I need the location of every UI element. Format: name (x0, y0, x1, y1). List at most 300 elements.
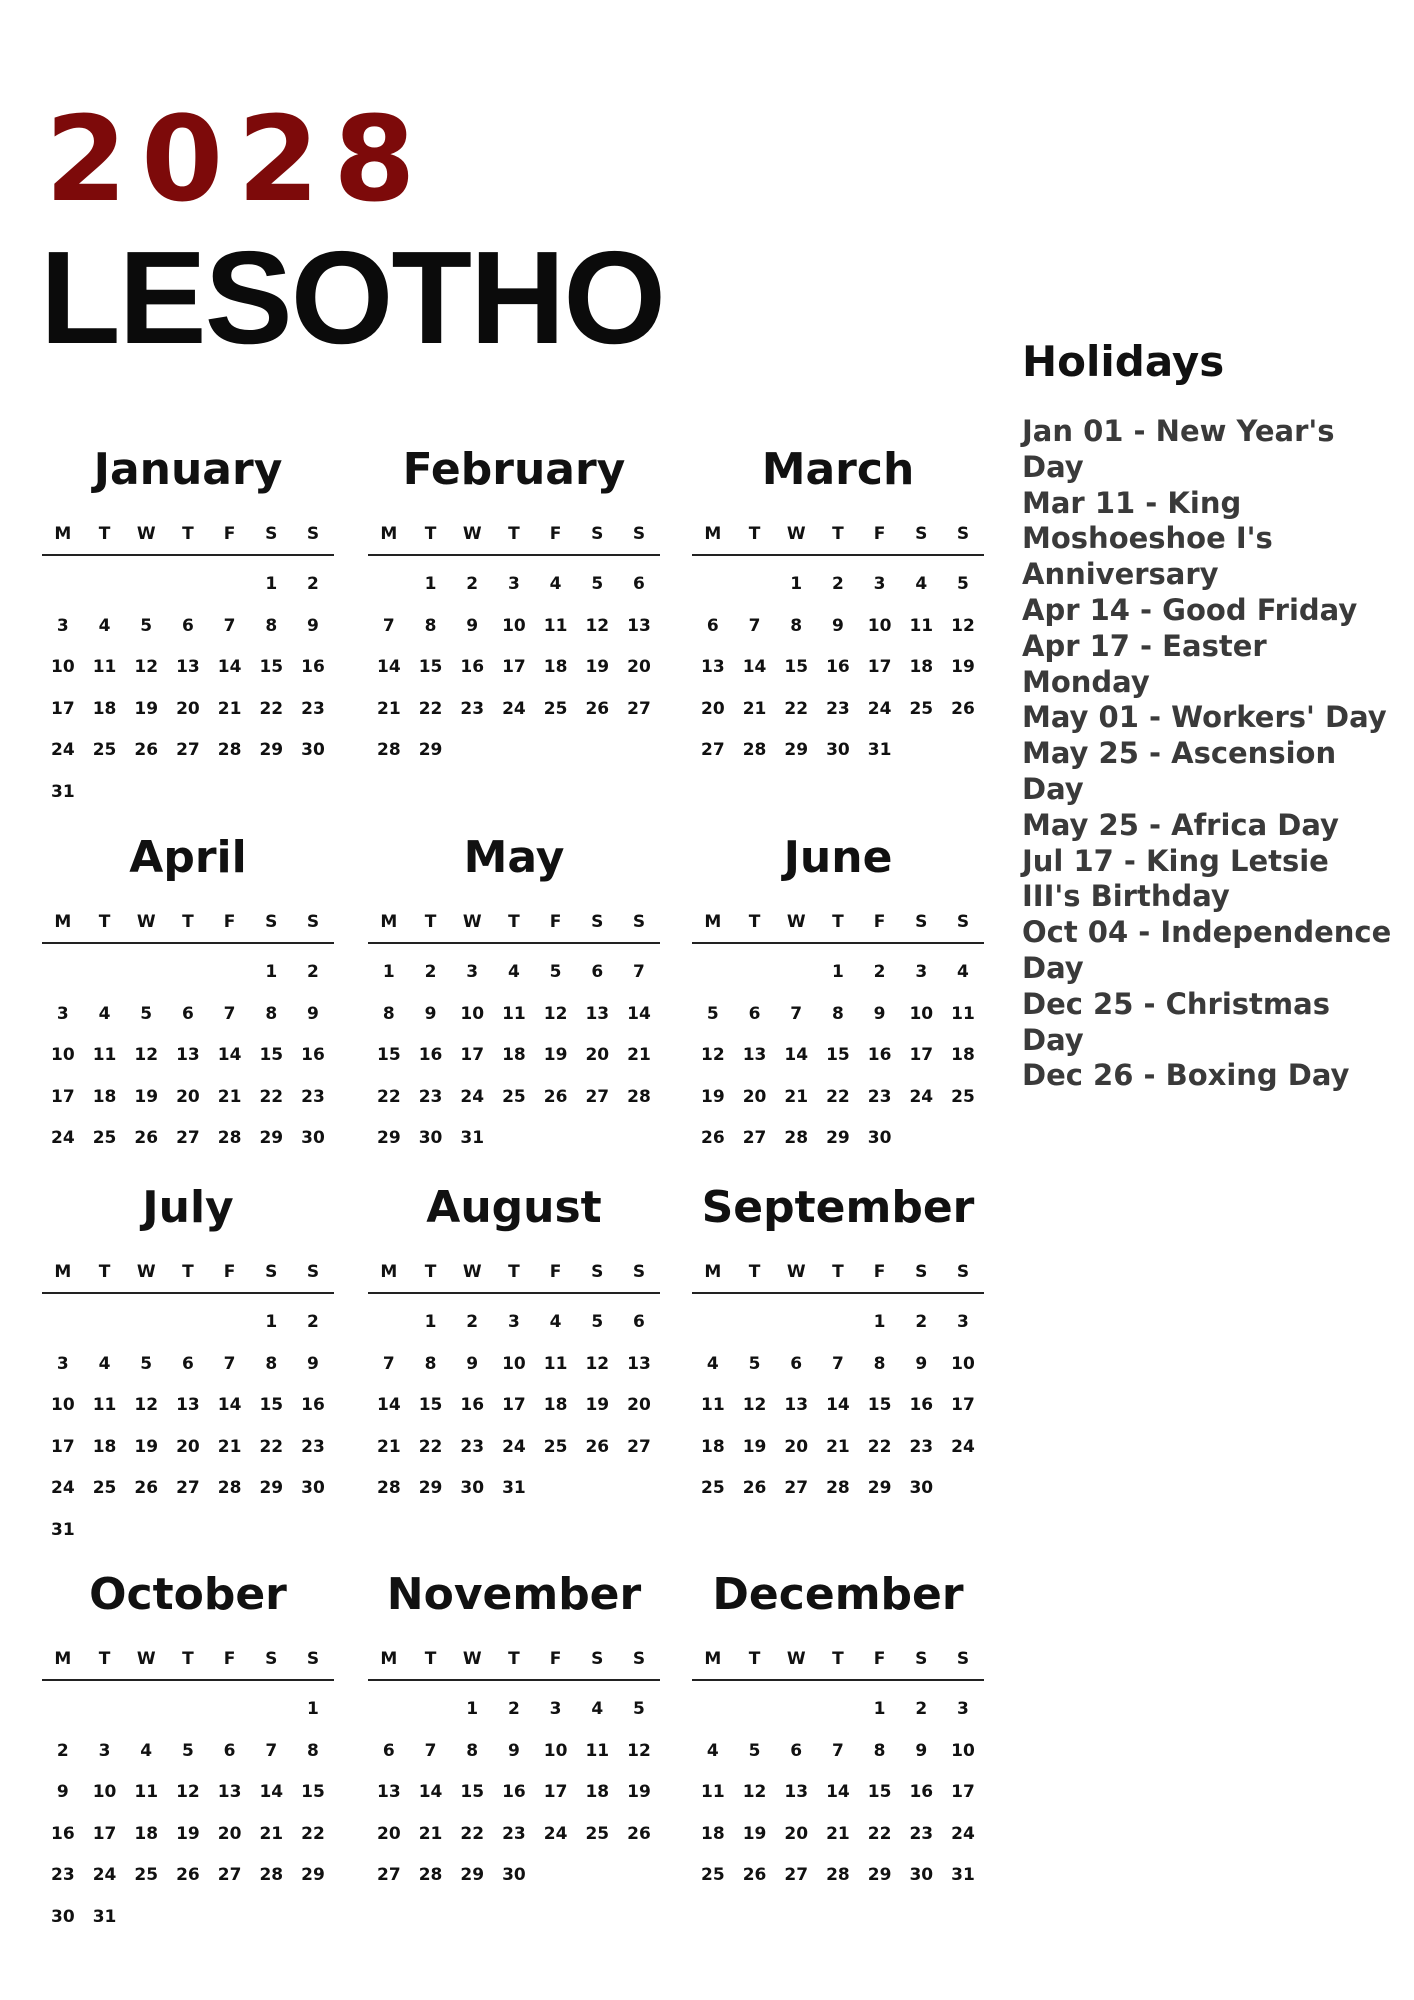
day-cell: 19 (176, 1823, 200, 1844)
weekday-header (692, 1649, 984, 1681)
day-cell: 21 (217, 698, 242, 719)
day-cell: 25 (701, 1865, 725, 1885)
day-cell: 27 (176, 1478, 200, 1498)
day-cell: 19 (543, 1045, 568, 1065)
day-cell: 26 (742, 1865, 767, 1885)
weekday-label: W (136, 1649, 156, 1669)
empty-day-cell (775, 952, 817, 994)
day-cell: 8 (466, 1740, 479, 1761)
empty-day-cell (167, 1689, 209, 1731)
day-grid (368, 1689, 660, 1897)
day-cell: 9 (873, 1003, 886, 1024)
day-cell: 20 (784, 1823, 809, 1844)
day-cell: 14 (826, 1782, 850, 1802)
day-cell: 11 (92, 1395, 117, 1415)
weekday-label: S (956, 1262, 970, 1282)
day-cell: 25 (92, 740, 117, 760)
day-cell: 10 (502, 615, 526, 636)
empty-day-cell (817, 1302, 859, 1344)
weekday-label: T (748, 1649, 761, 1669)
day-cell: 21 (217, 1086, 242, 1107)
month-march (692, 440, 984, 772)
day-cell: 6 (633, 574, 645, 594)
day-grid (692, 564, 984, 772)
day-cell: 3 (957, 1699, 969, 1719)
day-cell: 15 (460, 1782, 485, 1802)
day-cell: 21 (418, 1823, 443, 1844)
day-cell: 6 (706, 615, 719, 636)
day-cell: 20 (585, 1045, 610, 1065)
empty-day-cell (167, 564, 209, 606)
day-cell: 8 (831, 1003, 844, 1024)
day-cell: 7 (831, 1353, 844, 1374)
day-cell: 11 (92, 657, 117, 677)
day-cell: 16 (826, 657, 850, 677)
day-cell: 4 (706, 1740, 719, 1761)
day-cell: 3 (56, 1353, 69, 1374)
day-cell: 27 (176, 1128, 200, 1148)
day-cell: 22 (826, 1086, 850, 1107)
day-cell: 11 (543, 1353, 568, 1374)
month-name: April (129, 832, 247, 883)
day-cell: 20 (176, 1436, 200, 1457)
day-cell: 2 (915, 1699, 928, 1719)
holiday-item: Dec 26 - Boxing Day (1022, 1058, 1350, 1093)
weekday-label: M (704, 1649, 722, 1669)
day-cell: 8 (424, 1353, 437, 1374)
day-cell: 3 (56, 1003, 69, 1024)
weekday-label: M (380, 1649, 398, 1669)
day-cell: 15 (418, 657, 443, 677)
day-cell: 7 (424, 1740, 437, 1761)
day-cell: 22 (259, 1086, 284, 1107)
day-cell: 10 (460, 1003, 485, 1024)
weekday-label: M (380, 912, 398, 932)
day-cell: 9 (466, 615, 479, 636)
empty-day-cell (692, 1689, 734, 1731)
day-cell: 15 (418, 1395, 443, 1415)
weekday-label: M (380, 524, 398, 544)
day-cell: 15 (784, 657, 809, 677)
day-cell: 15 (867, 1395, 892, 1415)
month-name: August (426, 1182, 602, 1233)
day-cell: 21 (826, 1436, 850, 1457)
day-cell: 6 (181, 1353, 194, 1374)
day-cell: 30 (909, 1865, 934, 1885)
weekday-label: W (462, 1649, 482, 1669)
day-cell: 2 (307, 574, 319, 594)
day-cell: 30 (418, 1128, 443, 1148)
weekday-label: S (632, 1262, 646, 1282)
day-cell: 16 (460, 657, 485, 677)
day-cell: 14 (217, 1045, 242, 1065)
day-cell: 24 (51, 1478, 75, 1498)
day-cell: 27 (585, 1086, 610, 1107)
weekday-label: S (632, 1649, 646, 1669)
weekday-label: F (873, 1649, 886, 1669)
empty-day-cell (734, 952, 776, 994)
day-cell: 13 (585, 1003, 610, 1024)
day-cell: 19 (585, 1395, 610, 1415)
day-cell: 10 (51, 1395, 75, 1415)
day-cell: 4 (549, 1312, 562, 1332)
holiday-item: Oct 04 - Independence Day (1022, 915, 1392, 985)
day-cell: 24 (51, 740, 75, 760)
empty-day-cell (125, 952, 167, 994)
day-cell: 12 (627, 1740, 651, 1761)
day-cell: 8 (265, 1003, 278, 1024)
day-cell: 7 (223, 1003, 236, 1024)
weekday-label: S (265, 524, 278, 544)
day-cell: 20 (176, 698, 200, 719)
holiday-item: May 25 - Ascension Day (1022, 736, 1337, 806)
day-cell: 3 (507, 1312, 520, 1332)
holiday-list (1022, 414, 1392, 1094)
weekday-label: T (748, 524, 761, 544)
day-cell: 11 (701, 1395, 725, 1415)
day-cell: 29 (301, 1865, 325, 1885)
weekday-label: T (832, 912, 844, 932)
day-cell: 16 (909, 1782, 934, 1802)
day-cell: 17 (51, 1436, 75, 1457)
day-cell: 22 (418, 1436, 443, 1457)
empty-day-cell (368, 564, 410, 606)
day-cell: 23 (909, 1823, 934, 1844)
empty-day-cell (84, 952, 126, 994)
day-cell: 7 (223, 1353, 236, 1374)
day-cell: 25 (92, 1478, 117, 1498)
day-cell: 16 (301, 1045, 325, 1065)
day-cell: 21 (377, 1436, 401, 1457)
day-cell: 2 (873, 962, 886, 982)
day-cell: 10 (951, 1740, 975, 1761)
day-cell: 1 (424, 574, 437, 594)
empty-day-cell (692, 1302, 734, 1344)
day-cell: 17 (951, 1782, 975, 1802)
day-cell: 18 (92, 1086, 117, 1107)
day-cell: 26 (951, 698, 975, 719)
country-title: LESOTHO (40, 224, 665, 371)
day-cell: 21 (784, 1086, 809, 1107)
weekday-label: S (956, 912, 970, 932)
day-cell: 28 (217, 740, 242, 760)
holiday-item: Apr 17 - Easter Monday (1022, 628, 1267, 699)
day-cell: 29 (867, 1478, 892, 1498)
day-cell: 6 (181, 1003, 194, 1024)
empty-day-cell (775, 1302, 817, 1344)
day-cell: 27 (627, 1436, 651, 1457)
empty-day-cell (734, 1302, 776, 1344)
weekday-label: T (424, 524, 437, 544)
day-cell: 8 (307, 1740, 319, 1761)
weekday-label: W (136, 1262, 156, 1282)
day-cell: 19 (134, 1436, 159, 1457)
day-cell: 14 (217, 1395, 242, 1415)
weekday-label: S (956, 524, 970, 544)
day-cell: 4 (549, 574, 562, 594)
day-cell: 21 (627, 1045, 651, 1065)
day-cell: 5 (140, 615, 153, 636)
day-cell: 30 (301, 740, 325, 760)
day-cell: 16 (867, 1045, 892, 1065)
day-cell: 31 (460, 1128, 485, 1148)
day-cell: 14 (259, 1782, 284, 1802)
day-cell: 20 (377, 1823, 401, 1844)
day-cell: 12 (134, 1395, 159, 1415)
weekday-label: T (424, 1649, 437, 1669)
holidays-title: Holidays (1022, 337, 1225, 386)
day-cell: 22 (259, 698, 284, 719)
empty-day-cell (368, 1689, 410, 1731)
empty-day-cell (167, 952, 209, 994)
day-cell: 14 (742, 657, 767, 677)
weekday-header (42, 1649, 334, 1681)
day-cell: 24 (909, 1086, 934, 1107)
holiday-item: Apr 14 - Good Friday (1022, 592, 1358, 627)
day-cell: 26 (176, 1865, 200, 1885)
day-cell: 25 (543, 1436, 568, 1457)
day-cell: 2 (307, 1312, 319, 1332)
day-cell: 20 (627, 657, 651, 677)
day-cell: 14 (418, 1782, 443, 1802)
day-cell: 3 (957, 1312, 969, 1332)
holiday-item: Jan 01 - New Year's Day (1022, 414, 1335, 484)
weekday-label: W (786, 524, 806, 544)
day-cell: 8 (790, 615, 803, 636)
day-cell: 7 (382, 1353, 395, 1374)
day-cell: 4 (98, 1353, 111, 1374)
weekday-label: S (265, 912, 278, 932)
weekday-label: S (915, 912, 928, 932)
weekday-header (42, 1262, 334, 1294)
day-cell: 26 (585, 1436, 610, 1457)
day-cell: 25 (585, 1823, 610, 1844)
day-cell: 12 (176, 1782, 200, 1802)
weekday-label: T (98, 1262, 111, 1282)
day-cell: 10 (909, 1003, 934, 1024)
month-june (692, 828, 984, 1160)
day-cell: 19 (701, 1086, 725, 1107)
day-cell: 21 (742, 698, 767, 719)
weekday-label: F (223, 524, 236, 544)
day-cell: 2 (915, 1312, 928, 1332)
day-cell: 30 (909, 1478, 934, 1498)
day-cell: 22 (301, 1823, 325, 1844)
weekday-label: F (549, 912, 562, 932)
holiday-item: May 25 - Africa Day (1022, 807, 1339, 842)
weekday-label: W (462, 524, 482, 544)
weekday-label: T (182, 524, 194, 544)
day-cell: 1 (831, 962, 844, 982)
weekday-label: F (873, 1262, 886, 1282)
weekday-label: F (549, 524, 562, 544)
day-cell: 6 (181, 615, 194, 636)
day-cell: 28 (377, 740, 401, 760)
day-cell: 7 (265, 1740, 278, 1761)
day-cell: 20 (701, 698, 725, 719)
day-cell: 18 (909, 657, 934, 677)
day-cell: 5 (633, 1699, 645, 1719)
day-cell: 13 (377, 1782, 401, 1802)
day-cell: 17 (543, 1782, 568, 1802)
day-cell: 30 (867, 1128, 892, 1148)
month-name: December (712, 1569, 964, 1620)
day-cell: 30 (51, 1906, 75, 1927)
day-cell: 24 (460, 1086, 485, 1107)
day-cell: 13 (627, 615, 651, 636)
day-cell: 20 (217, 1823, 242, 1844)
weekday-label: M (54, 524, 72, 544)
weekday-label: T (508, 1262, 520, 1282)
weekday-header (692, 524, 984, 556)
day-cell: 27 (217, 1865, 242, 1885)
day-cell: 5 (591, 1312, 604, 1332)
day-cell: 17 (51, 698, 75, 719)
month-name: July (142, 1182, 234, 1233)
weekday-label: S (956, 1649, 970, 1669)
weekday-label: M (54, 1262, 72, 1282)
weekday-label: W (462, 912, 482, 932)
day-cell: 9 (307, 1353, 319, 1374)
day-cell: 6 (633, 1312, 645, 1332)
holiday-item: Mar 11 - King Moshoeshoe I's Anniversary (1022, 485, 1273, 592)
day-grid (368, 564, 660, 772)
weekday-header (368, 524, 660, 556)
day-cell: 18 (134, 1823, 159, 1844)
day-cell: 13 (217, 1782, 242, 1802)
day-cell: 19 (134, 698, 159, 719)
month-name: October (89, 1569, 287, 1620)
day-cell: 13 (701, 657, 725, 677)
weekday-label: F (549, 1262, 562, 1282)
empty-day-cell (817, 1689, 859, 1731)
weekday-label: F (873, 912, 886, 932)
weekday-label: S (306, 1649, 320, 1669)
day-cell: 19 (627, 1782, 651, 1802)
empty-day-cell (84, 1689, 126, 1731)
weekday-label: T (182, 1649, 194, 1669)
day-cell: 23 (301, 1436, 325, 1457)
day-cell: 25 (92, 1128, 117, 1148)
day-cell: 29 (784, 740, 809, 760)
day-cell: 16 (460, 1395, 485, 1415)
day-cell: 12 (585, 615, 610, 636)
day-cell: 26 (585, 698, 610, 719)
day-cell: 27 (176, 740, 200, 760)
weekday-header (368, 1649, 660, 1681)
day-cell: 17 (92, 1823, 117, 1844)
day-cell: 21 (377, 698, 401, 719)
day-cell: 24 (867, 698, 892, 719)
day-cell: 28 (217, 1478, 242, 1498)
weekday-header (42, 912, 334, 944)
day-cell: 22 (418, 698, 443, 719)
holidays-panel (1022, 336, 1392, 1094)
day-cell: 14 (377, 657, 401, 677)
day-cell: 16 (418, 1045, 443, 1065)
weekday-label: F (223, 1262, 236, 1282)
weekday-label: T (98, 912, 111, 932)
day-cell: 23 (301, 1086, 325, 1107)
day-cell: 27 (627, 698, 651, 719)
day-cell: 10 (51, 1045, 75, 1065)
empty-day-cell (734, 1689, 776, 1731)
day-cell: 1 (307, 1699, 319, 1719)
day-cell: 5 (181, 1740, 194, 1761)
day-cell: 7 (748, 615, 761, 636)
day-cell: 11 (543, 615, 568, 636)
month-name: November (386, 1569, 642, 1620)
weekday-label: S (915, 524, 928, 544)
day-cell: 24 (502, 698, 526, 719)
weekday-label: T (182, 912, 194, 932)
month-name: January (93, 444, 283, 495)
day-cell: 21 (259, 1823, 284, 1844)
day-cell: 13 (176, 1045, 200, 1065)
day-cell: 11 (134, 1782, 159, 1802)
month-name: May (463, 832, 565, 883)
day-cell: 7 (223, 615, 236, 636)
month-february (368, 440, 660, 772)
day-cell: 10 (543, 1740, 568, 1761)
day-cell: 19 (951, 657, 975, 677)
empty-day-cell (209, 1689, 251, 1731)
day-cell: 23 (51, 1865, 75, 1885)
weekday-label: T (832, 1262, 844, 1282)
day-cell: 4 (706, 1353, 719, 1374)
empty-day-cell (410, 1689, 452, 1731)
day-cell: 26 (543, 1086, 568, 1107)
day-cell: 4 (957, 962, 969, 982)
day-cell: 26 (701, 1128, 725, 1148)
empty-day-cell (42, 1302, 84, 1344)
day-cell: 10 (51, 657, 75, 677)
day-cell: 19 (585, 657, 610, 677)
weekday-label: T (98, 524, 111, 544)
day-cell: 14 (627, 1003, 651, 1024)
weekday-header (368, 912, 660, 944)
weekday-label: W (136, 912, 156, 932)
day-cell: 15 (259, 1045, 284, 1065)
day-cell: 18 (701, 1823, 725, 1844)
day-cell: 10 (92, 1782, 117, 1802)
day-cell: 5 (140, 1003, 153, 1024)
day-cell: 2 (56, 1740, 69, 1761)
day-cell: 17 (460, 1045, 485, 1065)
day-cell: 5 (591, 574, 604, 594)
day-cell: 23 (418, 1086, 443, 1107)
month-july (42, 1178, 334, 1551)
day-cell: 15 (301, 1782, 325, 1802)
day-cell: 8 (873, 1740, 886, 1761)
weekday-label: T (182, 1262, 194, 1282)
weekday-label: T (832, 1649, 844, 1669)
weekday-label: F (223, 1649, 236, 1669)
day-cell: 3 (549, 1699, 562, 1719)
day-cell: 9 (424, 1003, 437, 1024)
weekday-label: M (704, 524, 722, 544)
day-cell: 7 (633, 962, 645, 982)
day-cell: 8 (382, 1003, 395, 1024)
day-cell: 12 (951, 615, 975, 636)
weekday-label: W (786, 1262, 806, 1282)
day-cell: 31 (867, 740, 892, 760)
day-cell: 2 (466, 574, 479, 594)
day-cell: 2 (307, 962, 319, 982)
weekday-header (692, 912, 984, 944)
weekday-label: S (591, 1262, 604, 1282)
weekday-header (368, 1262, 660, 1294)
